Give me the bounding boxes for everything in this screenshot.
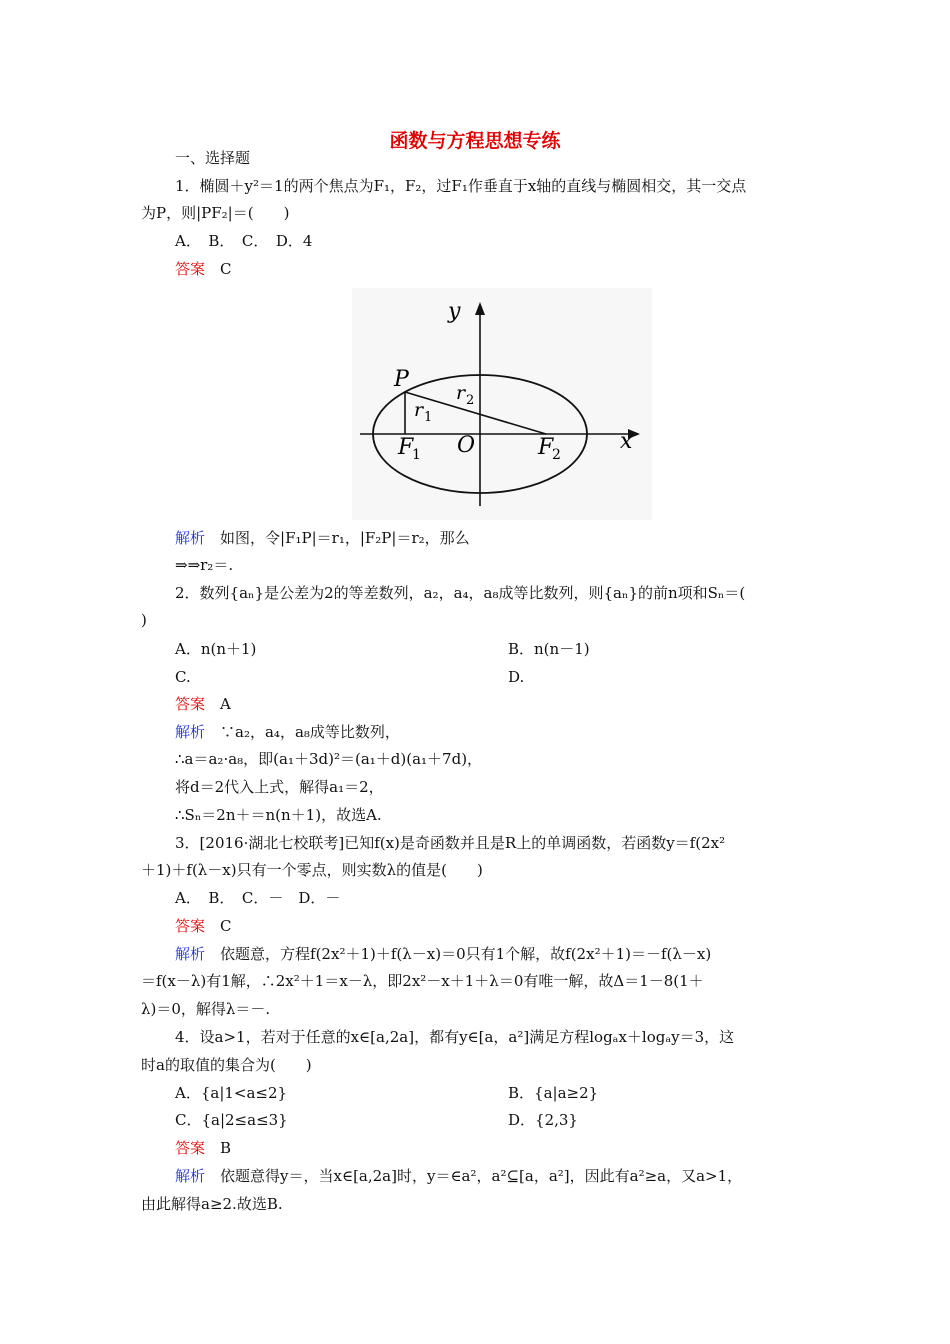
q3-analysis-line3: λ)＝0，解得λ＝－. xyxy=(141,1000,271,1018)
figure-label-f2: F xyxy=(538,435,554,460)
q3-analysis xyxy=(175,944,711,964)
q4-option-a: A．{a|1<a≤2} xyxy=(175,1084,288,1102)
q4-stem-line2: 时a的取值的集合为( ) xyxy=(141,1056,312,1074)
figure-label-p: P xyxy=(394,367,409,392)
answer-label: 答案 xyxy=(175,1139,206,1157)
q4-option-d: D．{2,3} xyxy=(508,1111,578,1129)
q2-option-d: D. xyxy=(508,668,525,686)
q3-options: A． B． C．－ D．－ xyxy=(175,889,341,907)
q4-answer xyxy=(175,1138,231,1158)
figure-label-f1: F xyxy=(398,435,414,460)
figure-label-o: O xyxy=(457,433,476,458)
q3-stem-line2: ＋1)＋f(λ－x)只有一个零点，则实数λ的值是( ) xyxy=(141,861,483,879)
answer-label: 答案 xyxy=(175,260,206,278)
q4-option-c: C．{a|2≤a≤3} xyxy=(175,1111,288,1129)
q4-analysis-line1: 依题意得y＝，当x∈[a,2a]时，y＝∈a²，a²⊆[a，a²]，因此有a²≥a，又a>1， xyxy=(220,1167,743,1185)
q2-option-a: A．n(n＋1) xyxy=(175,640,257,658)
q2-stem-line1: 2．数列{aₙ}是公差为2的等差数列，a₂，a₄，a₈成等比数列，则{aₙ}的前n项和Sₙ＝( xyxy=(175,584,746,602)
q1-analysis xyxy=(175,528,470,548)
ellipse-figure xyxy=(352,288,652,520)
figure-label-r1: r xyxy=(414,399,424,421)
q2-analysis-line3: 将d＝2代入上式，解得a₁＝2， xyxy=(175,778,384,796)
figure-label-f1-sub: 1 xyxy=(412,447,421,463)
answer-label: 答案 xyxy=(175,695,206,713)
q3-answer xyxy=(175,916,232,936)
figure-label-r2: r xyxy=(456,382,466,404)
q1-analysis-line1: 如图，令|F₁P|＝r₁，|F₂P|＝r₂，那么 xyxy=(220,529,470,547)
page-title: 函数与方程思想专练 xyxy=(389,130,561,152)
q2-option-b: B．n(n－1) xyxy=(508,640,590,658)
figure-label-r1-sub: 1 xyxy=(424,410,433,425)
q1-answer xyxy=(175,259,232,279)
q2-stem-line2: ) xyxy=(141,611,147,629)
figure-label-x: x xyxy=(620,429,633,454)
figure-label-f2-sub: 2 xyxy=(552,447,561,463)
q1-stem-line2: 为P，则|PF₂|＝( ) xyxy=(141,204,290,222)
q4-stem-line1: 4．设a>1，若对于任意的x∈[a,2a]，都有y∈[a，a²]满足方程logₐx＋logₐy＝3，这 xyxy=(175,1028,735,1046)
q2-analysis-line2: ∴a＝a₂·a₈，即(a₁＋3d)²＝(a₁＋d)(a₁＋7d)， xyxy=(175,750,483,768)
q4-analysis-line2: 由此解得a≥2.故选B. xyxy=(141,1195,283,1213)
q4-answer-value: B xyxy=(220,1139,232,1157)
q1-analysis-line2: ⇒⇒r₂＝. xyxy=(175,556,234,574)
q2-analysis-line4: ∴Sₙ＝2n＋＝n(n＋1)，故选A. xyxy=(175,806,382,824)
analysis-label: 解析 xyxy=(175,945,206,963)
q3-stem-line1: 3．[2016·湖北七校联考]已知f(x)是奇函数并且是R上的单调函数，若函数y＝f(2x² xyxy=(175,834,726,852)
q3-answer-value: C xyxy=(220,917,232,935)
q2-analysis-line1: ∵a₂，a₄，a₈成等比数列， xyxy=(220,723,400,741)
q1-options: A． B． C． D．4 xyxy=(175,232,313,250)
analysis-label: 解析 xyxy=(175,723,206,741)
section-heading: 一、选择题 xyxy=(175,149,251,167)
analysis-label: 解析 xyxy=(175,529,206,547)
q2-analysis xyxy=(175,722,400,742)
q3-analysis-line2: ＝f(x－λ)有1解，∴2x²＋1＝x－λ，即2x²－x＋1＋λ＝0有唯一解，故Δ＝1－8(1＋ xyxy=(141,972,704,990)
figure-label-r2-sub: 2 xyxy=(466,393,475,408)
analysis-label: 解析 xyxy=(175,1167,206,1185)
q1-stem-line1: 1．椭圆＋y²＝1的两个焦点为F₁，F₂，过F₁作垂直于x轴的直线与椭圆相交，其一交点 xyxy=(175,177,747,195)
q2-answer xyxy=(175,694,231,714)
q4-analysis xyxy=(175,1166,742,1186)
q2-answer-value: A xyxy=(220,695,231,713)
q1-answer-value: C xyxy=(220,260,232,278)
q2-option-c: C. xyxy=(175,668,191,686)
answer-label: 答案 xyxy=(175,917,206,935)
figure-label-y: y xyxy=(448,299,461,324)
q3-analysis-line1: 依题意，方程f(2x²＋1)＋f(λ－x)＝0只有1个解，故f(2x²＋1)＝－f(λ－x) xyxy=(220,945,712,963)
q4-option-b: B．{a|a≥2} xyxy=(508,1084,599,1102)
